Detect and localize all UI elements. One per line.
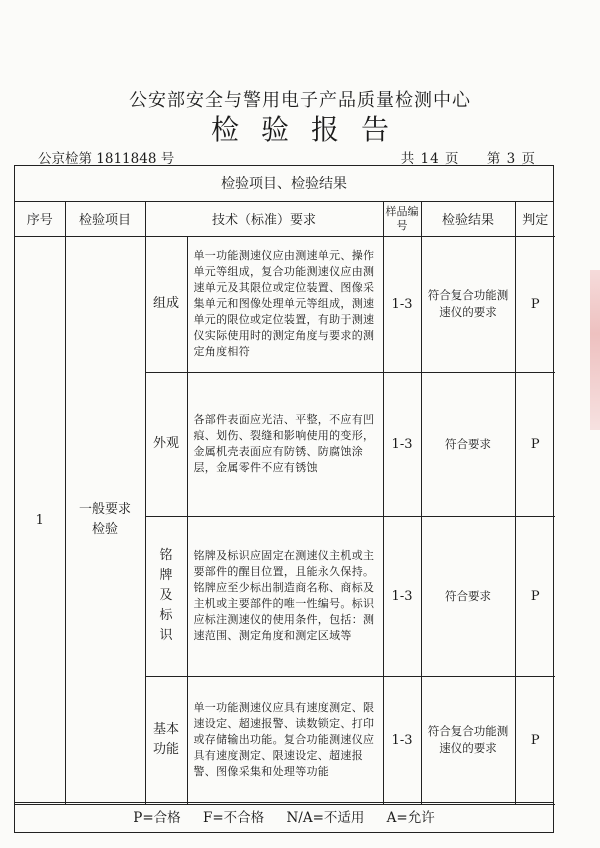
col-seq: 序号 xyxy=(15,202,65,236)
report-number: 公京检第 1811848 号 xyxy=(38,151,175,167)
result-text: 符合复合功能测速仪的要求 xyxy=(421,236,515,372)
sample-number: 1-3 xyxy=(383,236,421,372)
col-sample: 样品编号 xyxy=(383,202,421,236)
page-info xyxy=(397,147,536,167)
inspection-table xyxy=(15,202,555,805)
org-title: 公安部安全与警用电子产品质量检测中心 xyxy=(129,90,471,111)
seal-stamp-edge xyxy=(590,270,600,430)
verdict-legend xyxy=(15,802,553,832)
sample-number: 1-3 xyxy=(383,676,421,804)
legend-allow: A=允许 xyxy=(386,810,435,826)
sub-item: 组成 xyxy=(145,236,187,372)
result-text: 符合要求 xyxy=(421,516,515,676)
result-text: 符合复合功能测速仪的要求 xyxy=(421,676,515,804)
verdict: P xyxy=(515,372,555,516)
group-seq: 1 xyxy=(15,236,65,804)
current-page: 第 3 页 xyxy=(486,151,536,167)
col-verdict: 判定 xyxy=(515,202,555,236)
legend-pass: P=合格 xyxy=(133,810,181,826)
verdict: P xyxy=(515,676,555,804)
col-item: 检验项目 xyxy=(65,202,145,236)
doc-title: 检验报告 xyxy=(210,113,411,146)
section-title: 检验项目、检验结果 xyxy=(15,166,553,202)
group-item: 一般要求检验 xyxy=(65,236,145,804)
verdict: P xyxy=(515,516,555,676)
total-pages: 共 14 页 xyxy=(400,151,460,167)
sample-number: 1-3 xyxy=(383,516,421,676)
sub-item: 基本功能 xyxy=(145,676,187,804)
sample-number: 1-3 xyxy=(383,372,421,516)
legend-fail: F=不合格 xyxy=(202,810,265,826)
sub-item: 铭牌及标识 xyxy=(145,516,187,676)
result-text: 符合要求 xyxy=(421,372,515,516)
sub-item: 外观 xyxy=(145,372,187,516)
requirement-text: 各部件表面应光洁、平整，不应有凹痕、划伤、裂缝和影响使用的变形，金属机壳表面应有防锈、防腐蚀涂层，金属零件不应有锈蚀 xyxy=(187,372,383,516)
requirement-text: 单一功能测速仪应具有速度测定、限速设定、超速报警、读数锁定、打印或存储输出功能。复合功能测速仪应具有速度测定、限速设定、超速报警、图像采集和处理等功能 xyxy=(187,676,383,804)
col-requirement: 技术（标准）要求 xyxy=(145,202,383,236)
table-header-row xyxy=(15,202,555,236)
report-frame xyxy=(14,165,554,833)
legend-na: N/A=不适用 xyxy=(286,810,365,826)
verdict: P xyxy=(515,236,555,372)
requirement-text: 单一功能测速仪应由测速单元、操作单元等组成，复合功能测速仪应由测速单元及其限位或定位装置、图像采集单元和图像处理单元等组成，测速单元的限位或定位装置，有助于测速仪实际使用时的测定角度与要求的测定角度相符 xyxy=(187,236,383,372)
col-result: 检验结果 xyxy=(421,202,515,236)
requirement-text: 铭牌及标识应固定在测速仪主机或主要部件的醒目位置，且能永久保持。铭牌应至少标出制造商名称、商标及主机或主要部件的唯一性编号。标识应标注测速仪的使用条件，包括：测速范围、测定角度和测定区域等 xyxy=(187,516,383,676)
table-row xyxy=(15,236,555,372)
